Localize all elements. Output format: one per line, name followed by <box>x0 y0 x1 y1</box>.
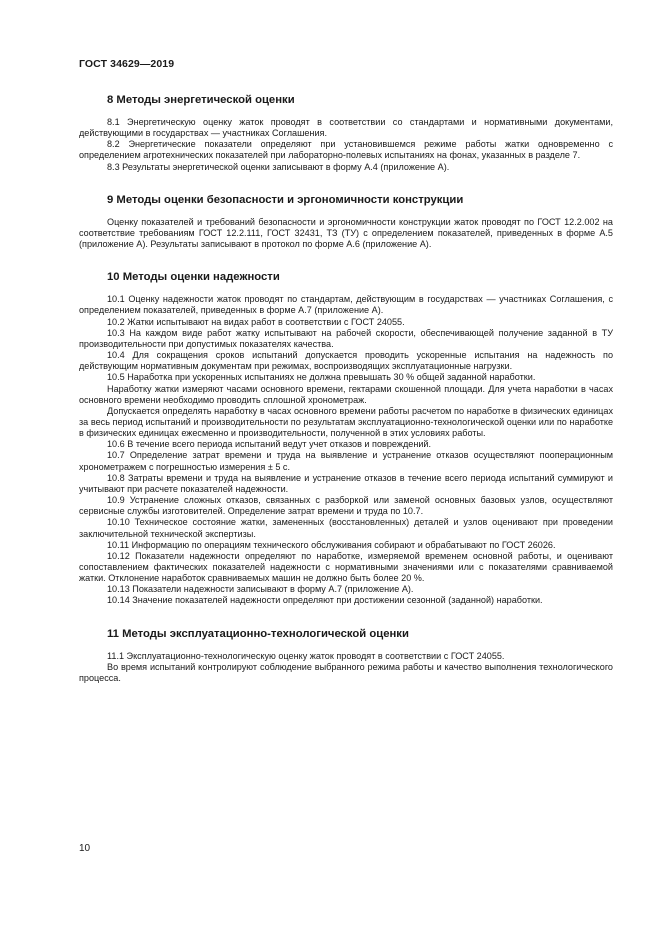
section-title: 10 Методы оценки надежности <box>107 271 280 284</box>
paragraph: Оценку показателей и требований безопасности и эргономичности конструкции жаток проводят по ГОСТ 12.2.002 на соответствие требованиям ГОСТ 12.2.111, ГОСТ 32431, ТЗ (ТУ) с определением показателей, приведенных в форме А.5 (приложение А). Результаты записывают в протокол по форме А.6 (приложение А). <box>79 216 613 250</box>
paragraph: 8.2 Энергетические показатели определяют при установившемся режиме работы жатки одновременно с определением агротехнических показателей при лабораторно-полевых испытаниях на фонах, указанных в разделе 7. <box>79 139 613 161</box>
paragraph: 10.2 Жатки испытывают на видах работ в соответствии с ГОСТ 24055. <box>107 316 405 327</box>
paragraph: Наработку жатки измеряют часами основного времени, гектарами скошенной площади. Для учета наработки в часах основного времени необходимо проводить сплошной хронометраж. <box>79 383 613 405</box>
paragraph: 10.5 Наработка при ускоренных испытаниях не должна превышать 30 % общей заданной наработки. <box>107 372 536 383</box>
section-9 <box>79 193 613 250</box>
paragraph: 10.8 Затраты времени и труда на выявление и устранение отказов в течение всего периода испытаний суммируют и учитывают при расчете показателей надежности. <box>79 472 613 494</box>
paragraph: 10.6 В течение всего периода испытаний ведут учет отказов и повреждений. <box>107 439 432 450</box>
paragraph: 10.3 На каждом виде работ жатку испытывают на рабочей скорости, обеспечивающей получение заданной в ТУ производительности при допустимых показателях качества. <box>79 327 613 349</box>
paragraph: Во время испытаний контролируют соблюдение выбранного режима работы и качество выполнения технологического процесса. <box>79 661 613 683</box>
paragraph: 10.12 Показатели надежности определяют по наработке, измеряемой временем основной работы, и оценивают сопоставлением фактических показателей надежности с нормативными значениями или с показателями сравниваемой жатки. Отклонение наработок сравниваемых машин не должно быть более 20 %. <box>79 550 613 584</box>
section-11 <box>79 627 613 684</box>
page-number: 10 <box>79 843 91 854</box>
paragraph: 10.14 Значение показателей надежности определяют при достижении сезонной (заданной) наработки. <box>107 595 543 606</box>
section-10 <box>79 270 613 606</box>
paragraph: Допускается определять наработку в часах основного времени работы расчетом по наработке в физических единицах за весь период испытаний и производительности по результатам эксплуатационно-технологической оценки или по наработке в физических единицах ежесменно и производительности, полученной в этих условиях работы. <box>79 405 613 439</box>
paragraph: 10.1 Оценку надежности жаток проводят по стандартам, действующим в государствах — участниках Соглашения, с определением показателей, приведенных в форме А.7 (приложение А). <box>79 294 613 316</box>
section-title: 11 Методы эксплуатационно-технологической оценки <box>107 627 409 640</box>
document-body <box>79 93 613 704</box>
document-header: ГОСТ 34629—2019 <box>79 58 175 70</box>
paragraph: 8.1 Энергетическую оценку жаток проводят в соответствии со стандартами и нормативными документами, действующими в государствах — участниках Соглашения. <box>79 117 613 139</box>
paragraph: 10.10 Техническое состояние жатки, замененных (восстановленных) деталей и узлов оценивают при проведении заключительной технической экспертизы. <box>79 517 613 539</box>
section-title: 8 Методы энергетической оценки <box>107 94 295 106</box>
paragraph: 10.11 Информацию по операциям технического обслуживания собирают и обрабатывают по ГОСТ 26026. <box>107 539 556 550</box>
paragraph: 8.3 Результаты энергетической оценки записывают в форму А.4 (приложение А). <box>107 161 450 172</box>
paragraph: 10.7 Определение затрат времени и труда на выявление и устранение отказов осуществляют пооперационным хронометражем с погрешностью измерения ± 5 с. <box>79 450 613 472</box>
section-8 <box>79 93 613 173</box>
section-title: 9 Методы оценки безопасности и эргономичности конструкции <box>107 193 464 206</box>
paragraph: 11.1 Эксплуатационно-технологическую оценку жаток проводят в соответствии с ГОСТ 24055. <box>107 650 505 661</box>
paragraph: 10.9 Устранение сложных отказов, связанных с разборкой или заменой основных базовых узлов, осуществляют сервисные службы изготовителей. Определение затрат времени и труда по 10.7. <box>79 495 613 517</box>
paragraph: 10.4 Для сокращения сроков испытаний допускается проводить ускоренные испытания на надежность по действующим нормативным документам при режимах, воспроизводящих эксплуатационные нагрузки. <box>79 350 613 372</box>
paragraph: 10.13 Показатели надежности записывают в форму А.7 (приложение А). <box>107 584 414 595</box>
